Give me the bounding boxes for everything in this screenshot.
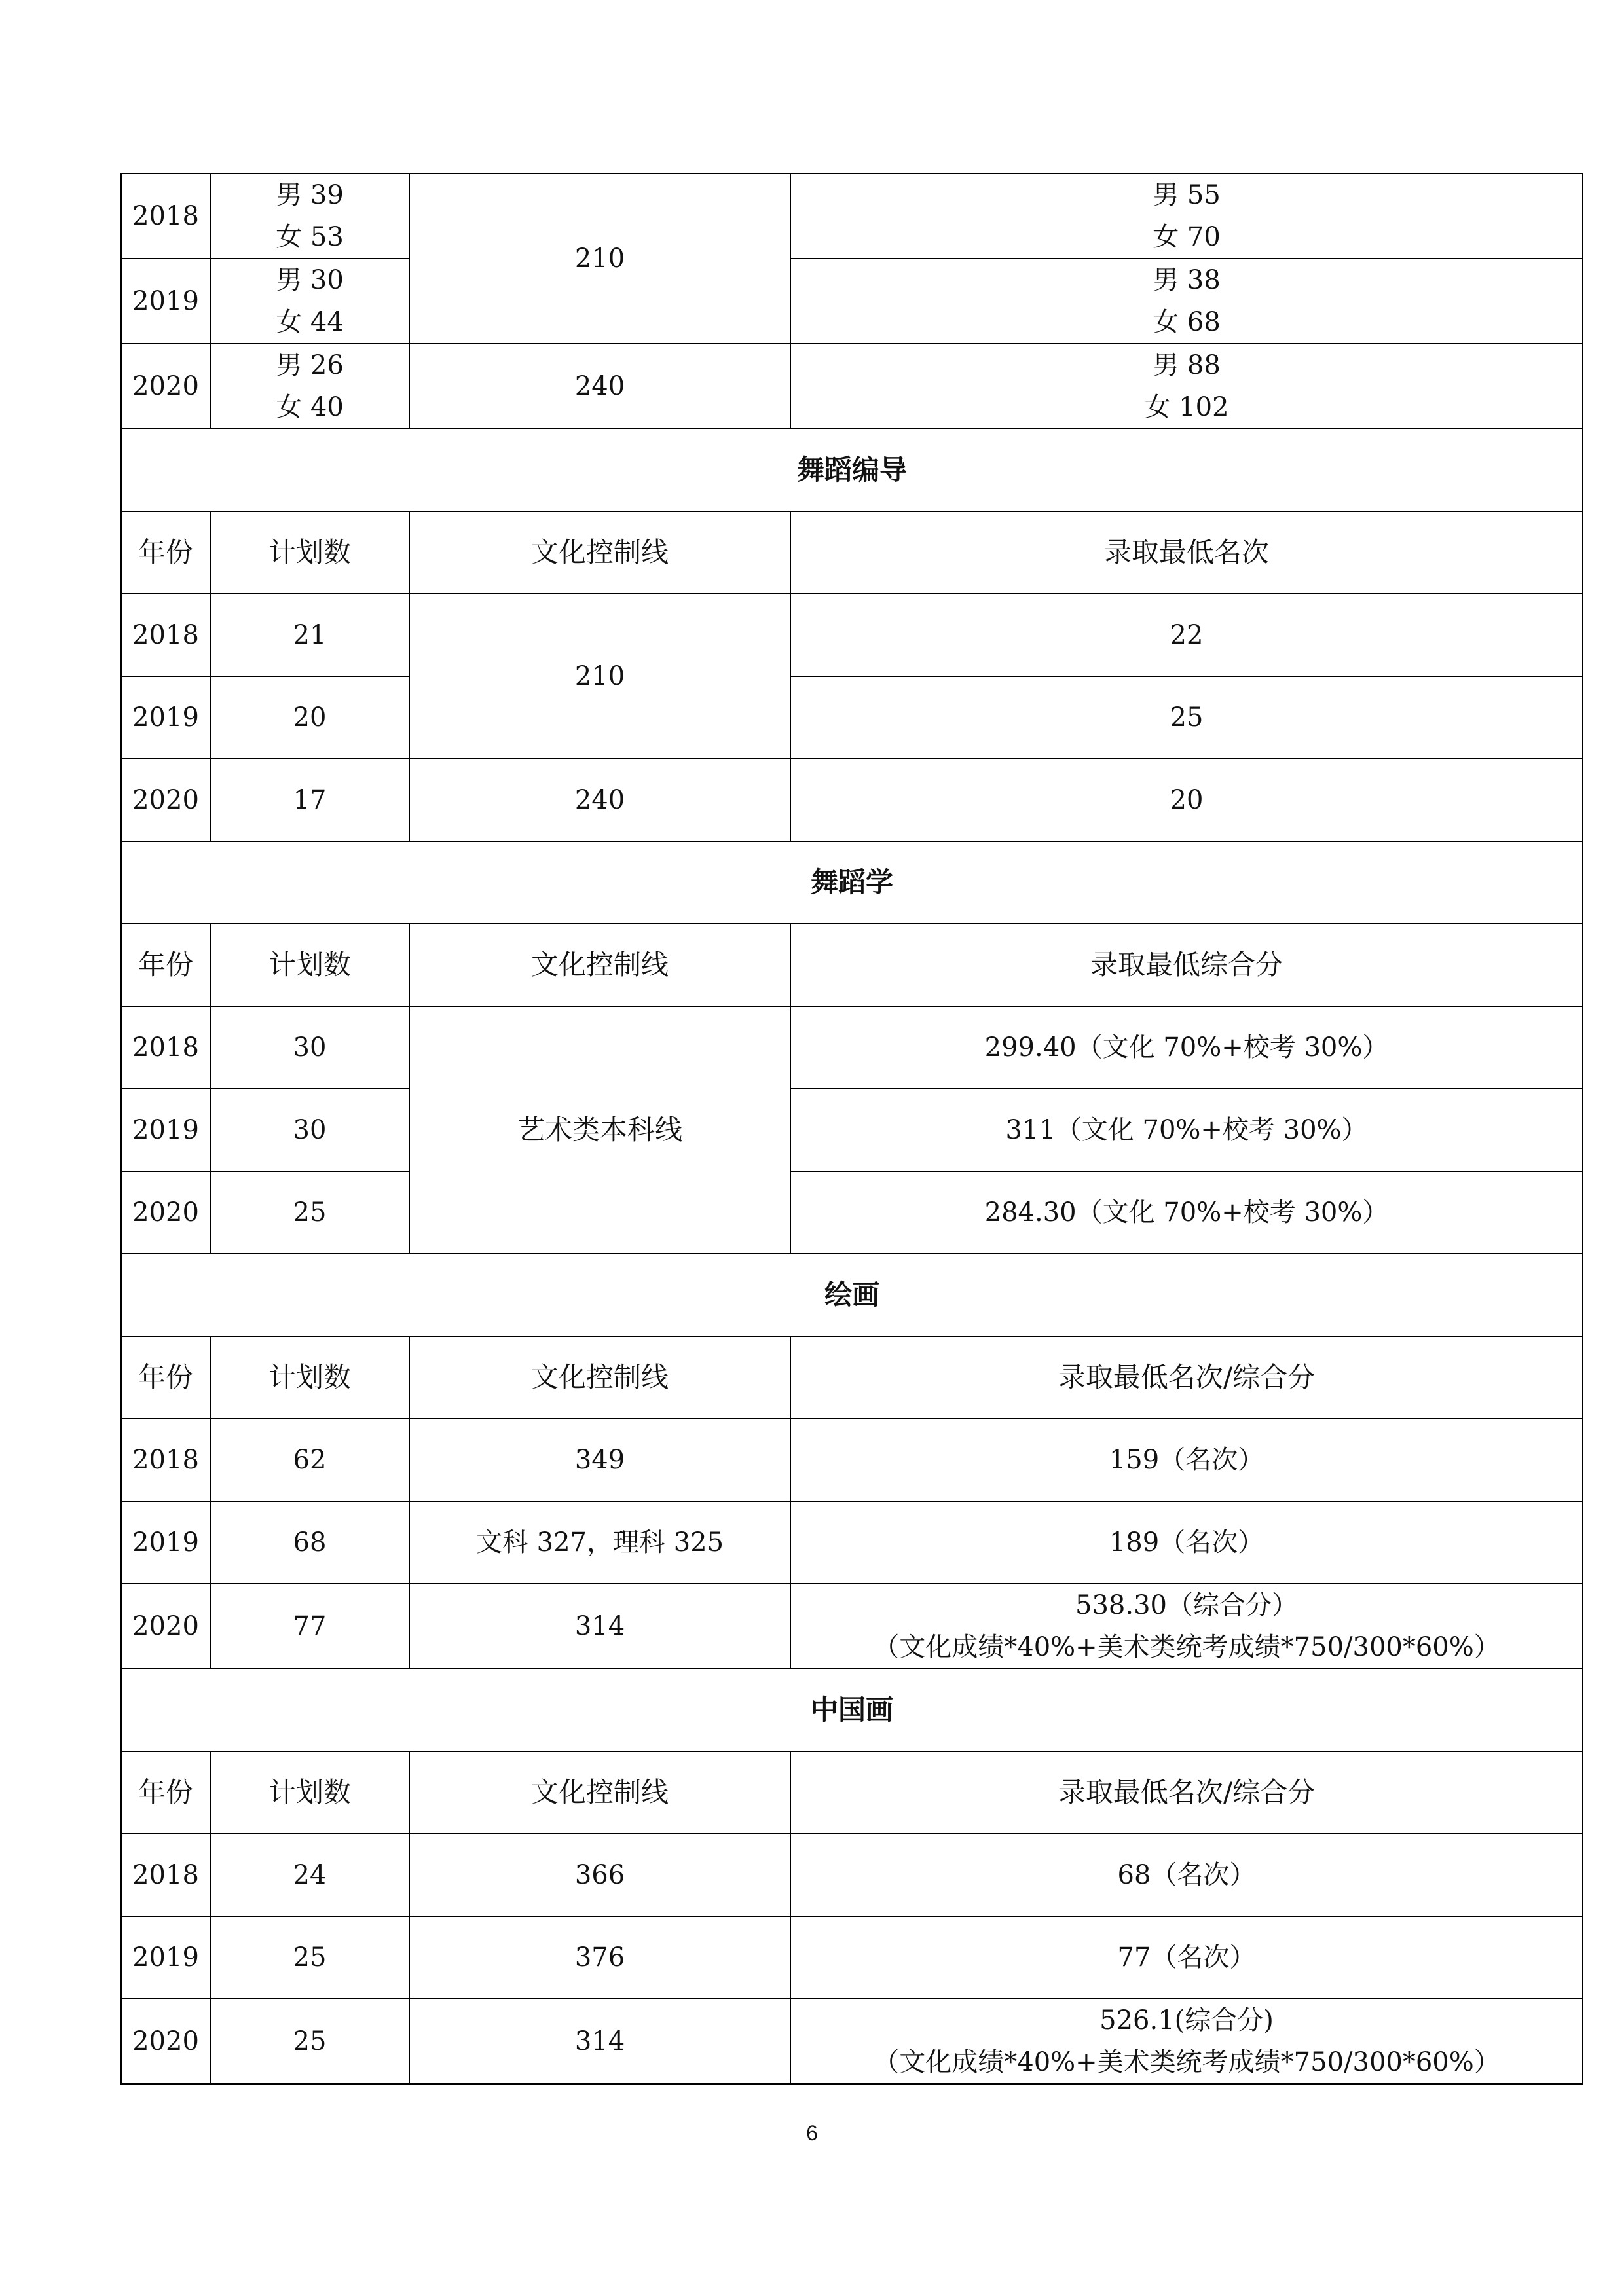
table-row [121,173,1583,259]
header-row [121,1336,1583,1419]
year-cell: 2018 [121,1834,210,1916]
culture-cell: 240 [409,344,790,429]
rank-female: 女 102 [1144,392,1229,422]
section-row [121,429,1583,511]
culture-cell: 210 [409,173,790,344]
plan-female: 女 44 [276,307,344,337]
header-plan: 计划数 [210,1751,409,1834]
score-cell: 311（文化 70%+校考 30%） [790,1089,1583,1171]
year-cell: 2018 [121,173,210,259]
header-culture: 文化控制线 [409,924,790,1006]
plan-cell: 30 [210,1089,409,1171]
plan-female: 女 40 [276,392,344,422]
header-plan: 计划数 [210,511,409,594]
header-culture: 文化控制线 [409,1751,790,1834]
table-row [121,1089,1583,1171]
year-cell: 2018 [121,1006,210,1089]
header-plan: 计划数 [210,924,409,1006]
page-number: 6 [806,2121,818,2145]
header-rank: 录取最低名次 [790,511,1583,594]
score-cell: 299.40（文化 70%+校考 30%） [790,1006,1583,1089]
year-cell: 2020 [121,1584,210,1669]
header-score: 录取最低名次/综合分 [790,1336,1583,1419]
score-formula: （文化成绩*40%+美术类统考成绩*750/300*60%） [873,2047,1500,2077]
section-row [121,841,1583,924]
score-formula: （文化成绩*40%+美术类统考成绩*750/300*60%） [873,1632,1500,1662]
plan-cell: 24 [210,1834,409,1916]
plan-female: 女 53 [276,222,344,252]
section-row [121,1669,1583,1751]
plan-cell: 77 [210,1584,409,1669]
year-cell: 2019 [121,676,210,759]
section-title-chinese-painting: 中国画 [121,1669,1583,1751]
admission-table [120,173,1583,2085]
plan-cell: 20 [210,676,409,759]
score-value: 538.30（综合分） [1075,1590,1298,1620]
rank-cell: 25 [790,676,1583,759]
header-year: 年份 [121,924,210,1006]
year-cell: 2018 [121,594,210,676]
year-cell: 2020 [121,759,210,841]
table-row [121,259,1583,344]
rank-male: 男 55 [1153,180,1221,210]
rank-male: 男 88 [1153,350,1221,380]
culture-cell: 210 [409,594,790,759]
header-year: 年份 [121,511,210,594]
table-row [121,1999,1583,2084]
table-row [121,1006,1583,1089]
table-row [121,1419,1583,1501]
year-cell: 2019 [121,1501,210,1584]
header-row [121,511,1583,594]
plan-cell [210,173,409,259]
rank-cell [790,259,1583,344]
header-score: 录取最低综合分 [790,924,1583,1006]
table-row [121,1171,1583,1254]
table-row [121,1584,1583,1669]
score-cell [790,1584,1583,1669]
culture-cell: 376 [409,1916,790,1999]
plan-cell: 21 [210,594,409,676]
section-title-painting: 绘画 [121,1254,1583,1336]
score-cell: 77（名次） [790,1916,1583,1999]
rank-cell: 22 [790,594,1583,676]
table-row [121,1916,1583,1999]
header-plan: 计划数 [210,1336,409,1419]
rank-cell [790,344,1583,429]
year-cell: 2019 [121,1916,210,1999]
year-cell: 2019 [121,259,210,344]
header-row [121,1751,1583,1834]
table-row [121,1501,1583,1584]
section-row [121,1254,1583,1336]
section-title-choreography: 舞蹈编导 [121,429,1583,511]
table-row [121,759,1583,841]
plan-cell [210,344,409,429]
score-cell: 159（名次） [790,1419,1583,1501]
plan-cell: 25 [210,1999,409,2084]
rank-female: 女 68 [1153,307,1221,337]
rank-female: 女 70 [1153,222,1221,252]
score-cell: 68（名次） [790,1834,1583,1916]
rank-cell: 20 [790,759,1583,841]
rank-cell [790,173,1583,259]
culture-cell: 349 [409,1419,790,1501]
plan-male: 男 39 [276,180,344,210]
plan-cell: 30 [210,1006,409,1089]
culture-cell: 艺术类本科线 [409,1006,790,1254]
header-year: 年份 [121,1751,210,1834]
year-cell: 2020 [121,1171,210,1254]
year-cell: 2019 [121,1089,210,1171]
header-year: 年份 [121,1336,210,1419]
culture-cell: 240 [409,759,790,841]
culture-cell: 314 [409,1584,790,1669]
plan-cell [210,259,409,344]
culture-cell: 文科 327，理科 325 [409,1501,790,1584]
section-title-dance-studies: 舞蹈学 [121,841,1583,924]
table-row [121,1834,1583,1916]
plan-male: 男 30 [276,265,344,295]
header-culture: 文化控制线 [409,511,790,594]
year-cell: 2020 [121,1999,210,2084]
plan-cell: 17 [210,759,409,841]
rank-male: 男 38 [1153,265,1221,295]
score-cell: 284.30（文化 70%+校考 30%） [790,1171,1583,1254]
score-cell: 189（名次） [790,1501,1583,1584]
plan-cell: 68 [210,1501,409,1584]
header-row [121,924,1583,1006]
year-cell: 2018 [121,1419,210,1501]
culture-cell: 366 [409,1834,790,1916]
score-value: 526.1(综合分) [1099,2005,1274,2035]
header-score: 录取最低名次/综合分 [790,1751,1583,1834]
culture-cell: 314 [409,1999,790,2084]
table-row [121,594,1583,676]
table-row [121,676,1583,759]
header-culture: 文化控制线 [409,1336,790,1419]
plan-cell: 25 [210,1916,409,1999]
plan-cell: 62 [210,1419,409,1501]
score-cell [790,1999,1583,2084]
table-row [121,344,1583,429]
year-cell: 2020 [121,344,210,429]
plan-male: 男 26 [276,350,344,380]
plan-cell: 25 [210,1171,409,1254]
